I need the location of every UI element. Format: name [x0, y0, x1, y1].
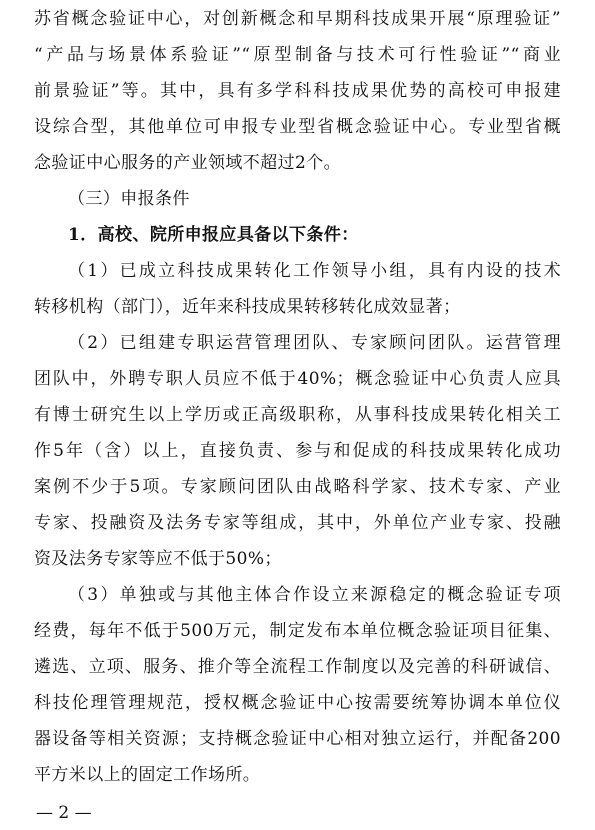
- paragraph-line: 遴选、立项、服务、推介等全流程工作制度以及完善的科研诚信、: [34, 657, 561, 677]
- paragraph-line: （1）已成立科技成果转化工作领导小组，具有内设的技术: [68, 261, 561, 281]
- paragraph-line: （2）已组建专职运营管理团队、专家顾问团队。运营管理: [68, 333, 561, 353]
- paragraph-line: 案例不少于5项。专家顾问团队由战略科学家、技术专家、产业: [34, 477, 561, 497]
- subsection-heading: 1．高校、院所申报应具备以下条件：: [68, 225, 359, 245]
- paragraph-line: 经费，每年不低于500万元，制定发布本单位概念验证项目征集、: [34, 621, 561, 641]
- paragraph-line: 作5年（含）以上，直接负责、参与和促成的科技成果转化成功: [34, 441, 561, 461]
- paragraph-line: 团队中，外聘专职人员应不低于40%；概念验证中心负责人应具: [34, 369, 561, 389]
- paragraph-line: 前景验证”等。其中，具有多学科科技成果优势的高校可申报建: [34, 81, 561, 101]
- paragraph-line: 科技伦理管理规范，授权概念验证中心按需要统筹协调本单位仪: [34, 693, 561, 713]
- paragraph-line: 器设备等相关资源；支持概念验证中心相对独立运行，并配备200: [34, 729, 561, 749]
- paragraph-line: 苏省概念验证中心，对创新概念和早期科技成果开展“原理验证”: [34, 9, 561, 29]
- section-heading: （三）申报条件: [68, 189, 190, 209]
- paragraph-line: 资及法务专家等应不低于50%；: [34, 549, 282, 569]
- paragraph-line: 念验证中心服务的产业领域不超过2个。: [34, 153, 342, 173]
- page-number: — 2 —: [36, 803, 92, 823]
- paragraph-line: “产品与场景体系验证”“原型制备与技术可行性验证”“商业: [34, 45, 561, 65]
- paragraph-line: 转移机构（部门），近年来科技成果转移转化成效显著；: [34, 297, 461, 317]
- paragraph-line: 专家、投融资及法务专家等组成，其中，外单位产业专家、投融: [34, 513, 561, 533]
- paragraph-line: 平方米以上的固定工作场所。: [34, 765, 261, 785]
- paragraph-line: 设综合型，其他单位可申报专业型省概念验证中心。专业型省概: [34, 117, 561, 137]
- paragraph-line: 有博士研究生以上学历或正高级职称，从事科技成果转化相关工: [34, 405, 561, 425]
- paragraph-line: （3）单独或与其他主体合作设立来源稳定的概念验证专项: [68, 585, 561, 605]
